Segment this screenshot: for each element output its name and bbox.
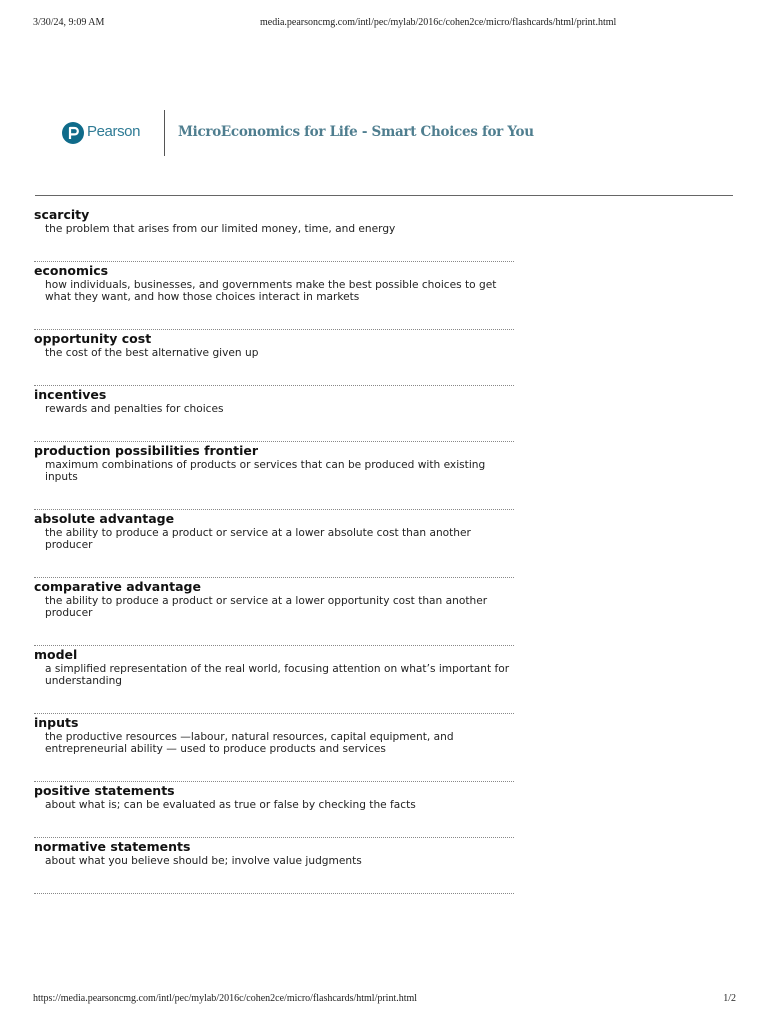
book-title: MicroEconomics for Life - Smart Choices for You bbox=[178, 124, 534, 140]
flashcard-definition: about what you believe should be; involve value judgments bbox=[45, 855, 362, 867]
flashcard bbox=[34, 206, 514, 262]
flashcard bbox=[34, 714, 514, 782]
flashcard bbox=[34, 646, 514, 714]
flashcard bbox=[34, 510, 514, 578]
flashcard-term: normative statements bbox=[34, 839, 191, 854]
page-number: 1/2 bbox=[723, 993, 736, 1004]
footer-url: https://media.pearsoncmg.com/intl/pec/mylab/2016c/cohen2ce/micro/flashcards/html/print.html bbox=[33, 993, 418, 1004]
flashcard bbox=[34, 386, 514, 442]
flashcard-term: economics bbox=[34, 263, 109, 278]
pearson-logo-icon bbox=[62, 122, 84, 144]
flashcard-term: model bbox=[34, 647, 78, 662]
flashcard-definition: a simplified representation of the real world, focusing attention on what’s important for understanding bbox=[45, 663, 510, 687]
flashcard-term: inputs bbox=[34, 715, 79, 730]
brand-header bbox=[62, 110, 622, 156]
flashcard bbox=[34, 262, 514, 330]
flashcard bbox=[34, 782, 514, 838]
flashcard-definition: the cost of the best alternative given up bbox=[45, 347, 259, 359]
flashcard-list bbox=[34, 206, 514, 894]
print-footer bbox=[33, 993, 736, 1007]
flashcard bbox=[34, 442, 514, 510]
flashcard-term: comparative advantage bbox=[34, 579, 201, 594]
print-date: 3/30/24, 9:09 AM bbox=[33, 17, 105, 28]
flashcard bbox=[34, 330, 514, 386]
flashcard-definition: the problem that arises from our limited money, time, and energy bbox=[45, 223, 396, 235]
top-rule bbox=[35, 195, 733, 196]
flashcard bbox=[34, 578, 514, 646]
flashcard-term: absolute advantage bbox=[34, 511, 175, 526]
flashcard-definition: how individuals, businesses, and governments make the best possible choices to get what they want, and how those choices interact in markets bbox=[45, 279, 497, 303]
print-url: media.pearsoncmg.com/intl/pec/mylab/2016c/cohen2ce/micro/flashcards/html/print.html bbox=[260, 17, 617, 28]
flashcard-definition: the ability to produce a product or service at a lower opportunity cost than another producer bbox=[45, 595, 488, 619]
flashcard-definition: maximum combinations of products or services that can be produced with existing inputs bbox=[45, 459, 486, 483]
flashcard-definition: rewards and penalties for choices bbox=[45, 403, 224, 415]
flashcard-definition: the ability to produce a product or service at a lower absolute cost than another producer bbox=[45, 527, 471, 551]
flashcard-term: scarcity bbox=[34, 207, 90, 222]
print-header bbox=[33, 17, 736, 31]
flashcard bbox=[34, 838, 514, 894]
flashcard-definition: about what is; can be evaluated as true or false by checking the facts bbox=[45, 799, 416, 811]
pearson-logo-text: Pearson bbox=[87, 123, 141, 140]
flashcard-definition: the productive resources —labour, natural resources, capital equipment, and entrepreneurial ability — used to produce products and services bbox=[45, 731, 454, 755]
flashcard-term: positive statements bbox=[34, 783, 175, 798]
flashcard-term: opportunity cost bbox=[34, 331, 152, 346]
flashcard-term: incentives bbox=[34, 387, 107, 402]
flashcard-term: production possibilities frontier bbox=[34, 443, 259, 458]
brand-divider bbox=[164, 110, 165, 156]
